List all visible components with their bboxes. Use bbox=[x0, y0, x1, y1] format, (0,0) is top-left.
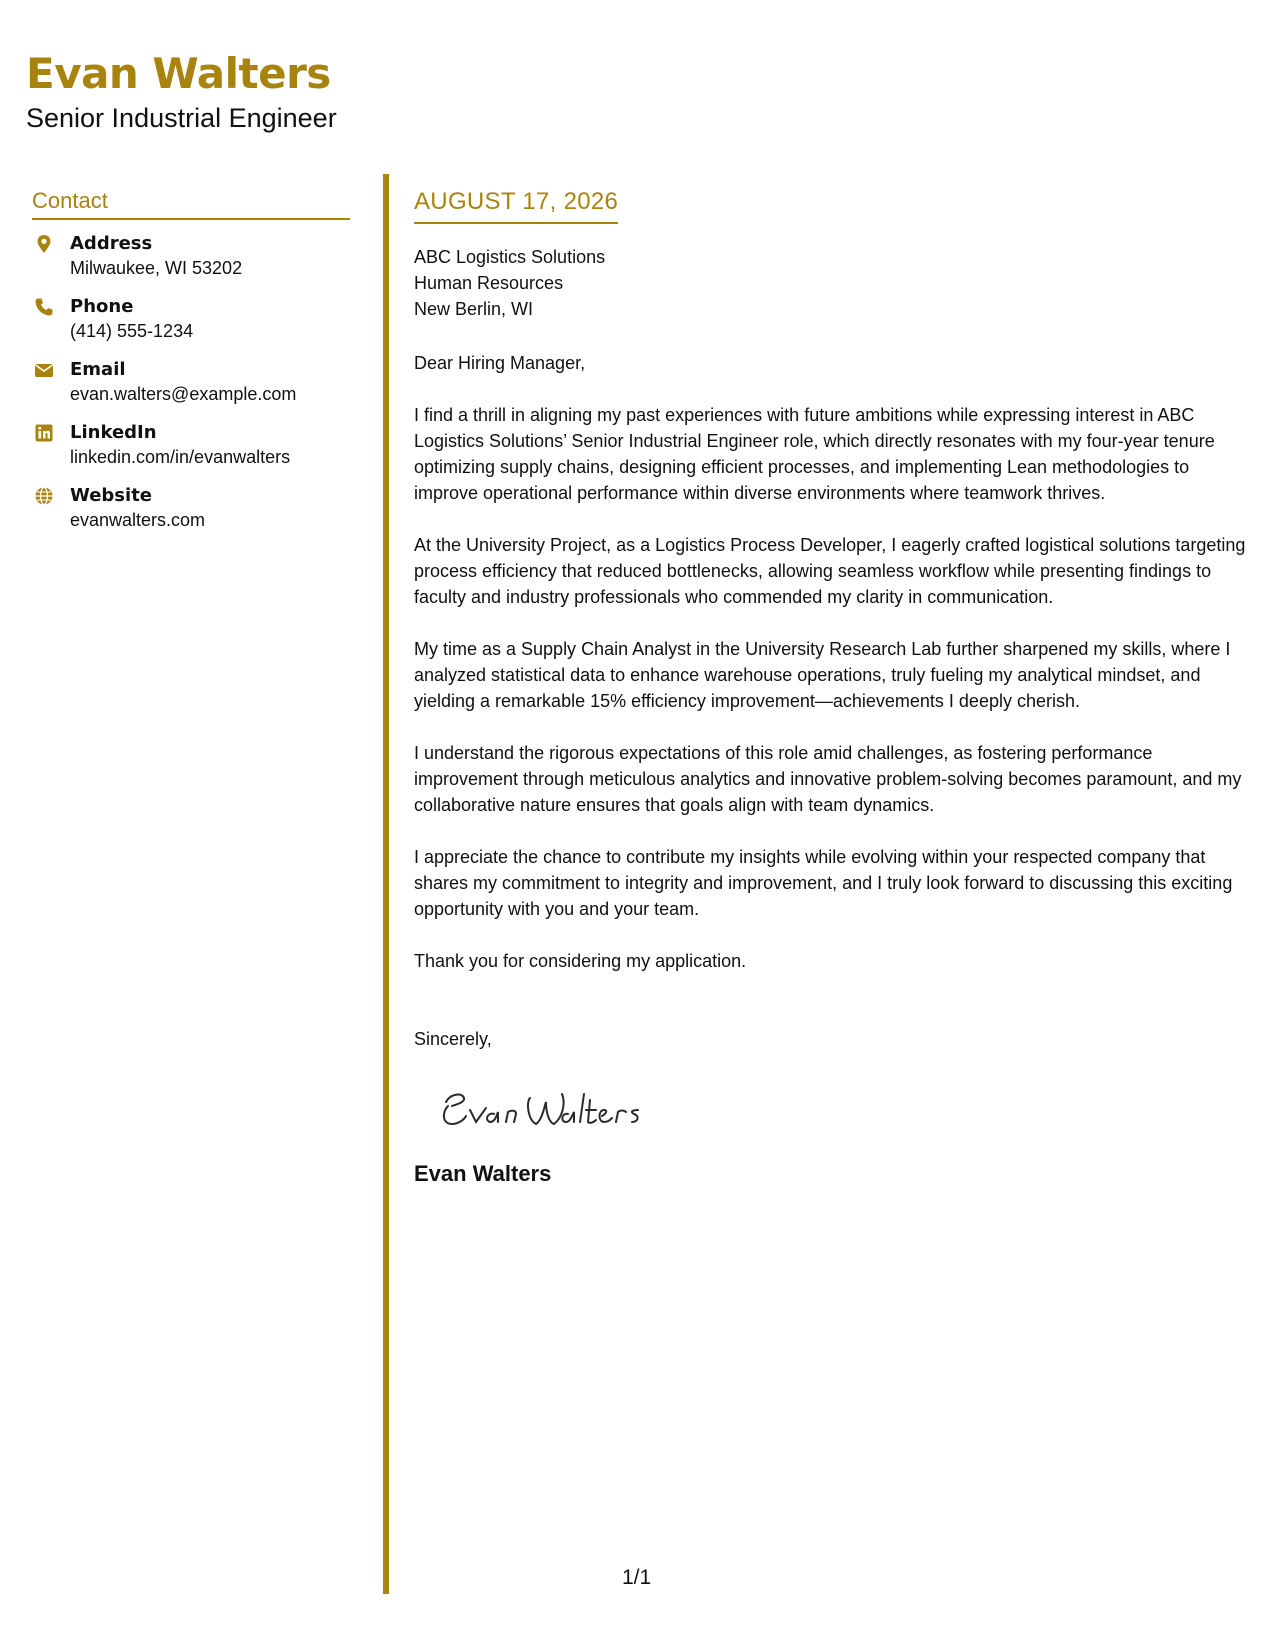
recipient-department: Human Resources bbox=[414, 273, 564, 293]
recipient-block bbox=[414, 244, 1252, 322]
signer-name: Evan Walters bbox=[414, 1161, 552, 1186]
contact-label: Website bbox=[70, 485, 153, 506]
contact-item-phone bbox=[32, 295, 350, 358]
contact-item-linkedin bbox=[32, 421, 350, 484]
recipient-location: New Berlin, WI bbox=[414, 299, 534, 319]
globe-icon bbox=[34, 486, 54, 506]
page-number: 1/1 bbox=[622, 1566, 652, 1589]
letter-closing: Sincerely, bbox=[414, 1029, 492, 1049]
contact-value: Milwaukee, WI 53202 bbox=[70, 258, 243, 278]
letter-paragraph: Thank you for considering my application. bbox=[414, 951, 747, 971]
envelope-icon bbox=[34, 360, 54, 380]
contact-label: Address bbox=[70, 233, 153, 254]
contact-item-website bbox=[32, 484, 350, 547]
phone-icon bbox=[34, 297, 54, 317]
handwritten-signature bbox=[434, 1080, 664, 1140]
linkedin-icon bbox=[34, 423, 54, 443]
contact-sidebar bbox=[32, 188, 350, 547]
contact-label: LinkedIn bbox=[70, 422, 157, 443]
applicant-name: Evan Walters bbox=[26, 49, 331, 98]
applicant-title: Senior Industrial Engineer bbox=[26, 103, 337, 133]
contact-item-email bbox=[32, 358, 350, 421]
letter-paragraph: I understand the rigorous expectations of this role amid challenges, as fostering performance improvement through meticulous analytics and innovative problem-solving becomes paramount, and my collaborative nature ensures that goals align with team dynamics. bbox=[414, 743, 1242, 815]
contact-value: evan.walters@example.com bbox=[70, 384, 297, 404]
contact-label: Phone bbox=[70, 296, 134, 317]
letter-date: AUGUST 17, 2026 bbox=[414, 188, 618, 224]
letter-body bbox=[414, 188, 1252, 1187]
resume-header bbox=[26, 48, 337, 136]
letter-greeting: Dear Hiring Manager, bbox=[414, 353, 586, 373]
contact-label: Email bbox=[70, 359, 126, 380]
contact-value: linkedin.com/in/evanwalters bbox=[70, 447, 291, 467]
contact-value: evanwalters.com bbox=[70, 510, 206, 530]
map-pin-icon bbox=[34, 234, 54, 254]
column-divider bbox=[383, 174, 389, 1594]
contact-item-address bbox=[32, 232, 350, 295]
contact-list bbox=[32, 232, 350, 547]
contact-heading: Contact bbox=[32, 188, 350, 220]
letter-paragraph: At the University Project, as a Logistics Process Developer, I eagerly crafted logistical solutions targeting process efficiency that reduced bottlenecks, allowing seamless workflow while presenting findings to faculty and industry professionals who commended my clarity in communication. bbox=[414, 535, 1246, 607]
letter-paragraph: My time as a Supply Chain Analyst in the University Research Lab further sharpened my skills, where I analyzed statistical data to enhance warehouse operations, truly fueling my analytical mindset, and yielding a remarkable 15% efficiency improvement—achievements I deeply cherish. bbox=[414, 639, 1231, 711]
contact-value: (414) 555-1234 bbox=[70, 321, 194, 341]
letter-paragraph: I find a thrill in aligning my past experiences with future ambitions while expressing interest in ABC Logistics Solutions’ Senior Industrial Engineer role, which directly resonates with my four-year tenure optimizing supply chains, designing efficient processes, and implementing Lean methodologies to improve operational performance within diverse environments where teamwork thrives. bbox=[414, 405, 1215, 503]
letter-paragraph: I appreciate the chance to contribute my insights while evolving within your respected company that shares my commitment to integrity and improvement, and I truly look forward to discussing this exciting opportunity with you and your team. bbox=[414, 847, 1233, 919]
recipient-company: ABC Logistics Solutions bbox=[414, 247, 606, 267]
